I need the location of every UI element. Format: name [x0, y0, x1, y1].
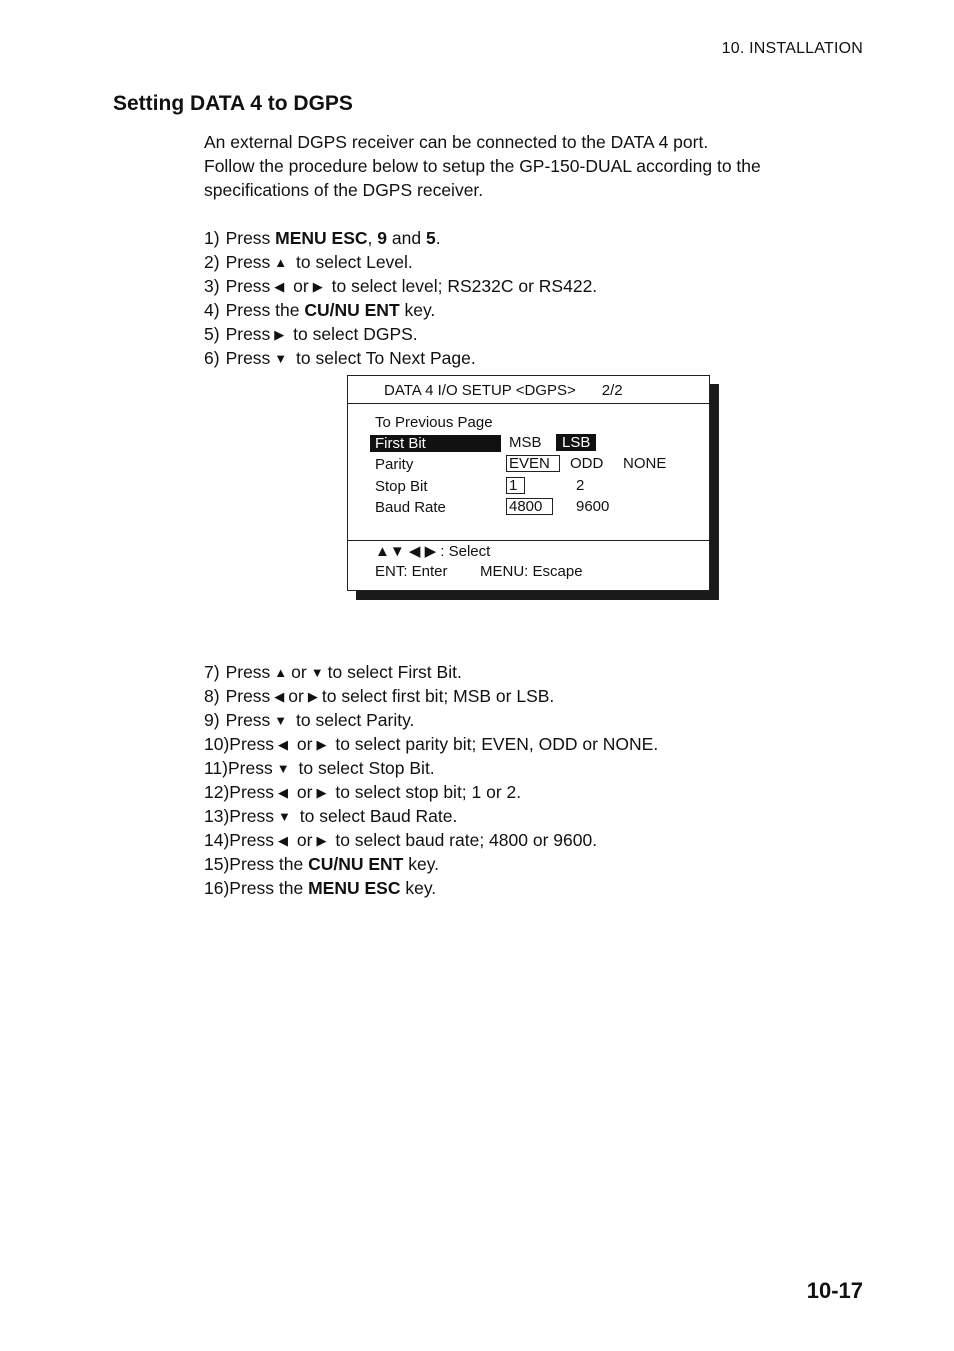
- selected-box: EVEN: [506, 455, 560, 472]
- parity-none: NONE: [623, 455, 667, 472]
- down-arrow-icon: ▼: [276, 761, 290, 776]
- step-3: [204, 274, 597, 298]
- step-text: Press the: [225, 300, 305, 320]
- step-text: or: [288, 686, 304, 706]
- step-text: to select baud rate; 4800 or 9600.: [335, 830, 598, 850]
- left-arrow-icon: ◀: [278, 737, 289, 752]
- step-4: [204, 298, 597, 322]
- intro-line: specifications of the DGPS receiver.: [204, 180, 484, 200]
- step-7: [204, 660, 658, 684]
- step-text: to select DGPS.: [293, 324, 418, 344]
- right-arrow-icon: ▶: [316, 833, 327, 848]
- step-number: 15): [204, 854, 230, 874]
- step-text: Press: [225, 686, 271, 706]
- down-arrow-icon: ▼: [310, 665, 324, 680]
- step-14: [204, 828, 658, 852]
- menu-baud-rate: Baud Rate: [375, 499, 446, 516]
- step-10: [204, 732, 658, 756]
- right-arrow-icon: ▶: [316, 737, 327, 752]
- right-arrow-icon: ▶: [274, 327, 285, 342]
- screen-divider: [348, 403, 709, 404]
- step-number: 3): [204, 276, 220, 296]
- left-arrow-icon: ◀: [274, 689, 285, 704]
- step-1: [204, 226, 597, 250]
- down-arrow-icon: ▼: [274, 351, 288, 366]
- key-name: 9: [377, 228, 388, 248]
- screen-divider: [348, 540, 709, 541]
- step-number: 7): [204, 662, 220, 682]
- step-number: 11): [204, 758, 228, 778]
- step-text: Press: [229, 734, 275, 754]
- left-arrow-icon: ◀: [274, 279, 285, 294]
- step-text: to select Stop Bit.: [298, 758, 435, 778]
- parity-even-selected: [506, 455, 560, 472]
- screen-title: [384, 382, 623, 399]
- step-text: .: [435, 228, 441, 248]
- step-text: to select level; RS232C or RS422.: [331, 276, 598, 296]
- right-arrow-icon: ▶: [312, 279, 323, 294]
- step-text: or: [296, 830, 313, 850]
- baud-4800-selected: [506, 498, 553, 515]
- step-text: Press the: [229, 854, 309, 874]
- up-arrow-icon: ▲: [274, 665, 288, 680]
- right-arrow-icon: ▶: [316, 785, 327, 800]
- stop-bit-2: 2: [576, 477, 585, 494]
- step-5: [204, 322, 597, 346]
- step-number: 10): [204, 734, 230, 754]
- intro-line: Follow the procedure below to setup the GP-150-DUAL according to the: [204, 156, 761, 176]
- step-text: key.: [403, 854, 440, 874]
- step-11: [204, 756, 658, 780]
- screen-page-indicator: 2/2: [601, 382, 623, 399]
- left-arrow-icon: ◀: [278, 833, 289, 848]
- step-number: 8): [204, 686, 220, 706]
- step-text: or: [296, 734, 313, 754]
- step-2: [204, 250, 597, 274]
- step-text: Press: [225, 710, 271, 730]
- step-text: to select To Next Page.: [296, 348, 476, 368]
- step-text: Press: [229, 830, 275, 850]
- step-text: Press: [229, 806, 275, 826]
- setup-screen: [347, 375, 710, 591]
- step-9: [204, 708, 658, 732]
- menu-parity: Parity: [375, 456, 414, 473]
- step-text: to select Baud Rate.: [299, 806, 458, 826]
- running-header: 10. INSTALLATION: [721, 40, 863, 57]
- intro-paragraph: [204, 130, 844, 202]
- steps-list-second: [204, 660, 658, 900]
- steps-list-first: [204, 226, 597, 370]
- step-text: or: [293, 276, 309, 296]
- key-name: CU/NU ENT: [304, 300, 400, 320]
- step-text: Press: [228, 758, 273, 778]
- screen-title-text: DATA 4 I/O SETUP <DGPS>: [384, 382, 576, 399]
- step-text: ,: [367, 228, 378, 248]
- key-name: MENU ESC: [275, 228, 368, 248]
- menu-stop-bit: Stop Bit: [375, 478, 428, 495]
- page-number: 10-17: [806, 1278, 863, 1303]
- step-text: Press: [225, 348, 271, 368]
- key-name: MENU ESC: [308, 878, 401, 898]
- section-title: Setting DATA 4 to DGPS: [113, 92, 353, 115]
- step-13: [204, 804, 658, 828]
- step-text: or: [291, 662, 307, 682]
- selected-box: 1: [506, 477, 525, 494]
- baud-9600: 9600: [576, 498, 610, 515]
- step-text: Press: [225, 324, 271, 344]
- first-bit-lsb-selected: LSB: [556, 434, 596, 451]
- down-arrow-icon: ▼: [278, 809, 291, 824]
- step-number: 9): [204, 710, 220, 730]
- first-bit-msb: MSB: [509, 434, 542, 451]
- step-number: 6): [204, 348, 220, 368]
- step-text: to select stop bit; 1 or 2.: [335, 782, 522, 802]
- step-number: 14): [204, 830, 230, 850]
- step-text: Press: [225, 228, 276, 248]
- key-name: 5: [425, 228, 436, 248]
- step-text: to select First Bit.: [327, 662, 462, 682]
- step-text: Press: [229, 782, 275, 802]
- step-text: and: [387, 228, 426, 248]
- step-text: Press the: [229, 878, 309, 898]
- step-text: to select Level.: [296, 252, 413, 272]
- step-6: [204, 346, 597, 370]
- step-number: 2): [204, 252, 220, 272]
- step-text: key.: [399, 300, 436, 320]
- right-arrow-icon: ▶: [307, 689, 318, 704]
- intro-line: An external DGPS receiver can be connected to the DATA 4 port.: [204, 132, 709, 152]
- step-16: [204, 876, 658, 900]
- selected-box: 4800: [506, 498, 553, 515]
- menu-first-bit: First Bit: [370, 435, 501, 452]
- step-12: [204, 780, 658, 804]
- step-text: to select first bit; MSB or LSB.: [321, 686, 555, 706]
- down-arrow-icon: ▼: [274, 713, 288, 728]
- step-text: to select Parity.: [296, 710, 415, 730]
- step-15: [204, 852, 658, 876]
- step-number: 1): [204, 228, 220, 248]
- step-number: 4): [204, 300, 220, 320]
- step-8: [204, 684, 658, 708]
- screen-footer-escape: MENU: Escape: [480, 563, 583, 580]
- step-number: 12): [204, 782, 230, 802]
- step-number: 5): [204, 324, 220, 344]
- key-name: CU/NU ENT: [308, 854, 404, 874]
- step-text: key.: [400, 878, 437, 898]
- step-text: or: [296, 782, 313, 802]
- step-text: Press: [225, 276, 271, 296]
- step-number: 16): [204, 878, 230, 898]
- parity-odd: ODD: [570, 455, 604, 472]
- step-text: Press: [225, 662, 271, 682]
- step-number: 13): [204, 806, 230, 826]
- stop-bit-1-selected: [506, 477, 525, 494]
- menu-to-previous-page: To Previous Page: [375, 414, 493, 431]
- screen-footer-select: ▲▼ ◀ ▶ : Select: [375, 543, 491, 560]
- screen-footer-enter: ENT: Enter: [375, 563, 448, 580]
- step-text: to select parity bit; EVEN, ODD or NONE.: [335, 734, 659, 754]
- up-arrow-icon: ▲: [274, 255, 288, 270]
- left-arrow-icon: ◀: [278, 785, 289, 800]
- step-text: Press: [225, 252, 271, 272]
